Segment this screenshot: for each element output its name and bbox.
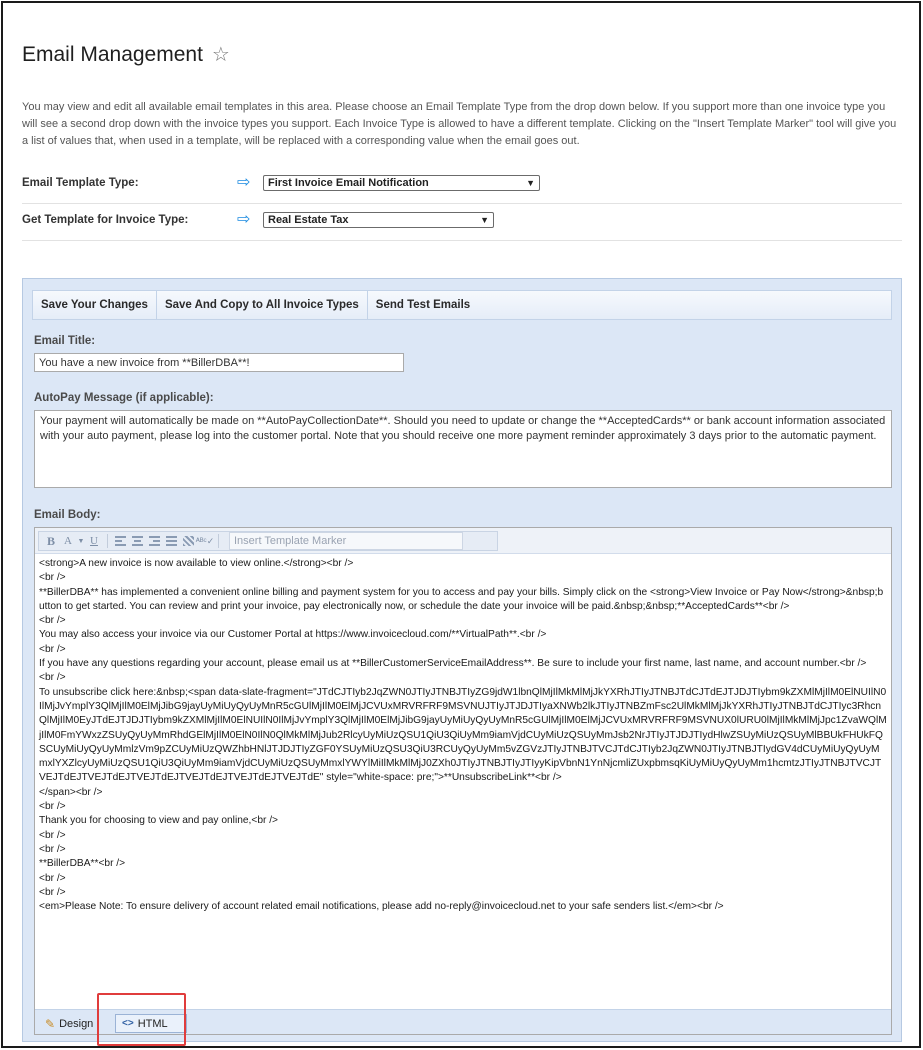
font-color-icon[interactable]: A (64, 535, 72, 547)
autopay-message-textarea[interactable]: Your payment will automatically be made on **AutoPayCollectionDate**. Should you need to update or change the **AcceptedCards** or bank account information associated with your auto payment, please log into the customer portal. Note that you should receive one more payment reminder approximately 3 days prior to the automatic payment. (34, 410, 892, 488)
invoice-type-row (22, 205, 902, 235)
html-source-line: <br /> (39, 643, 66, 655)
star-icon[interactable]: ☆ (211, 44, 230, 66)
template-editor-panel (22, 278, 902, 1042)
divider (22, 240, 902, 241)
html-source-line: <br /> (39, 886, 66, 898)
invoice-type-value: Real Estate Tax (268, 214, 349, 226)
insert-template-marker-dropdown[interactable]: Insert Template Marker (229, 532, 463, 550)
html-source-line: You may also access your invoice via our Customer Portal at https://www.invoicecloud.com/**VirtualPath**.<br /> (39, 629, 547, 641)
email-title-label: Email Title: (34, 335, 96, 347)
html-source-content[interactable] (39, 557, 887, 914)
invoice-type-select[interactable] (263, 212, 494, 228)
html-tab-highlight (97, 993, 186, 1046)
html-source-line: <br /> (39, 843, 66, 855)
autopay-label: AutoPay Message (if applicable): (34, 392, 214, 404)
toolbar-separator (107, 534, 108, 548)
html-source-line: <br /> (39, 872, 66, 884)
save-button[interactable]: Save Your Changes (33, 290, 157, 320)
code-icon: <> (122, 1018, 134, 1029)
template-type-label: Email Template Type: (22, 177, 139, 189)
divider (22, 203, 902, 204)
html-source-line: <br /> (39, 829, 66, 841)
html-source-line: To unsubscribe click here:&nbsp;<span data-slate-fragment="JTdCJTIyb2JqZWN0JTIyJTNBJTIyZG9jdW1lbnQlMjIlMkMlMjJkYXRhJTIyJTNBJTdCJTdEJTJDJTIybm9kZXMlMjIlM0ElNUIlN0IlMjJvYmplY3QlMjIlM0ElMjJibG9jayUyMiUyQyUyMnR5cGUlMjIlM0ElMjJCVUxMRVRFRF9MSVNUJTIyJTJDJTIyaXNWb2lkJTIyJTNBZmFsc2UlMkMlMjJkYXRhJTIyJTNBJTdCJTIyc3RhcnQlMjIlM0EyJTdEJTJDJTIybm9kZXMlMjIlM0ElNUIlN0IlMjJvYmplY3QlMjIlM0ElMjJibG9jayUyMiUyQyUyMnR5cGUlMjIlM0ElMjJCVUxMRVRFRF9MSVNUX0lURU0lMjIlMkMlMjJpc1ZvaWQlMjIlM0FmYWxzZSUyQyUyMmRhdGElMjIlM0ElN0IlN0QlMkMlMjJub2RlcyUyMiUzQSU1QiU3QiUyMm9iamVjdCUyMiUzQSUyMmJsb2NrJTIyJTJDJTIydHlwZSUyMiUzQSUyMlBBUkFHUkFQSCUyMiUyQyUyMmlzVm9pZCUyMiUzQWZhbHNlJTJDJTIyZGF0YSUyMiUzQSU3QiU3RCUyQyUyMm5vZGVzJTIyJTNBJTVCJTdCJTIyb2JqZWN0JTIyJTNBJTIydGV4dCUyMiUyQyUyMmxlYXZlcyUyMiUzQSU1QiU3QiUyMm9iamVjdCUyMiUzQSUyMmxlYWYlMiIlMkMlMjJ0ZXh0JTIyJTNBJTIyJTIyyKipVbnN1YnNjcmliZUxpbmsqKiUyMiUyQyUyMm1hcmtzJTIyJTNBJTVCJTVEJTdEJTVEJTdEJTVEJTdEJTVEJTdEJTVEJTdEJTVEJTdE" style="white-space: pre;">**UnsubscribeLink**<br /> (39, 686, 887, 784)
spellcheck-icon[interactable]: ᴬᴮᶜ✓ (195, 535, 215, 546)
editor-toolbar (35, 528, 891, 554)
page-title: Email Management (22, 43, 203, 66)
arrow-right-icon: ⇨ (237, 211, 251, 228)
template-type-row (22, 168, 902, 198)
editor-toolbar-group (38, 531, 498, 551)
html-source-line: Thank you for choosing to view and pay online,<br /> (39, 815, 278, 827)
chevron-down-icon: ▼ (526, 178, 535, 188)
email-body-editor (34, 527, 892, 1035)
align-left-icon[interactable] (112, 533, 128, 549)
underline-icon[interactable]: U (90, 535, 98, 547)
bold-icon[interactable]: B (46, 533, 55, 548)
email-title-input[interactable]: You have a new invoice from **BillerDBA**! (34, 353, 404, 372)
align-center-icon[interactable] (129, 533, 145, 549)
design-mode-tab[interactable] (39, 1014, 99, 1033)
title-row (22, 43, 230, 67)
pencil-icon: ✎ (45, 1016, 56, 1031)
send-test-emails-button[interactable]: Send Test Emails (375, 299, 471, 311)
design-mode-label: Design (59, 1017, 94, 1030)
html-source-line: <strong>A new invoice is now available to view online.</strong><br /> (39, 558, 354, 569)
html-source-line: </span><br /> (39, 786, 103, 798)
html-source-line: **BillerDBA**<br /> (39, 858, 126, 870)
align-justify-icon[interactable] (163, 533, 179, 549)
clear-format-icon[interactable] (180, 533, 196, 549)
chevron-down-icon[interactable]: ▼ (77, 537, 85, 545)
html-source-line: **BillerDBA** has implemented a convenient online billing and payment system for you to access and pay your bills. Simply click on the <strong>View Invoice or Pay Now</strong>&nbsp;button to get started. You can review and print your invoice, pay electronically now, or schedule the date your invoice will be paid.&nbsp;&nbsp;**AcceptedCards**<br /> (39, 586, 884, 612)
html-source-line: <br /> (39, 615, 66, 627)
invoice-type-label: Get Template for Invoice Type: (22, 214, 189, 226)
template-type-select[interactable] (263, 175, 540, 191)
save-copy-all-button[interactable]: Save And Copy to All Invoice Types (157, 290, 368, 320)
arrow-right-icon: ⇨ (237, 174, 251, 191)
toolbar-separator (218, 534, 219, 548)
html-source-line: If you have any questions regarding your account, please email us at **BillerCustomerServiceEmailAddress**. Be sure to include your first name, last name, and account number.<br /> (39, 658, 867, 670)
html-source-line: <br /> (39, 672, 66, 684)
template-type-value: First Invoice Email Notification (268, 177, 429, 189)
html-source-line: <em>Please Note: To ensure delivery of account related email notifications, please add no-reply@invoicecloud.net to your safe senders list.</em><br /> (39, 901, 724, 913)
html-source-line: <br /> (39, 572, 66, 584)
email-body-label: Email Body: (34, 509, 101, 521)
chevron-down-icon: ▼ (480, 215, 489, 225)
intro-text: You may view and edit all available email templates in this area. Please choose an Email Template Type from the drop down below. If you support more than one invoice type you will see a second drop down with the invoice types you support. Each Invoice Type is allowed to have a different template. Clicking on the "Insert Template Marker" tool will give you a list of values that, when used in a template, will be replaced with a corresponding value when the email goes out. (22, 101, 897, 147)
action-toolbar (32, 290, 892, 320)
html-mode-label: HTML (137, 1017, 168, 1030)
align-right-icon[interactable] (146, 533, 162, 549)
html-source-line: <br /> (39, 801, 66, 813)
